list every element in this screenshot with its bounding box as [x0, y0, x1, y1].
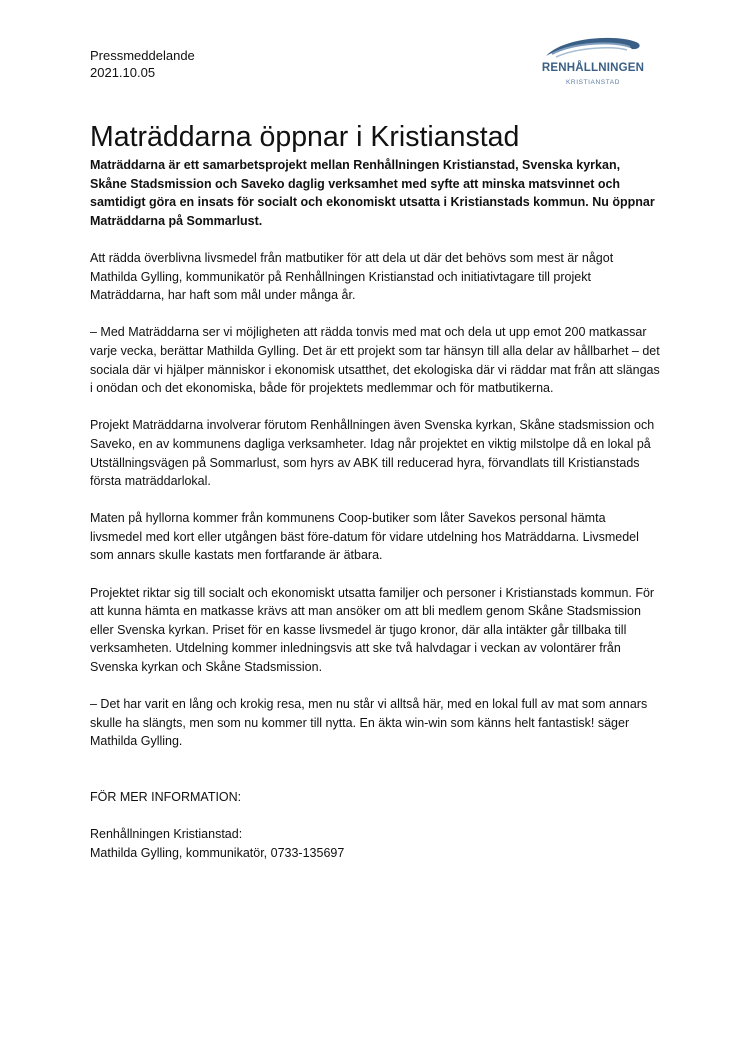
- info-heading: FÖR MER INFORMATION:: [90, 790, 242, 804]
- document-type: Pressmeddelande: [90, 48, 195, 63]
- logo-subtitle: KRISTIANSTAD: [565, 79, 621, 86]
- renhallningen-logo: [534, 34, 652, 90]
- release-date: 2021.10.05: [90, 65, 156, 80]
- article-title: Maträddarna öppnar i Kristianstad: [90, 121, 520, 153]
- body-paragraph: – Med Maträddarna ser vi möjligheten att rädda tonvis med mat och dela ut upp emot 200 matkassar varje vecka, berättar Mathilda Gylling. Det är ett projekt som tar hänsyn till alla delar av hållbarhet – det sociala där vi hjälper människor i ekonomisk utsatthet, det ekologiska där vi räddar mat från att slängas i onödan och det ekonomiska, både för projektets medlemmar och för matbutikerna.: [90, 325, 660, 396]
- contact-block: [90, 825, 660, 862]
- lead-paragraph: Maträddarna är ett samarbetsprojekt mellan Renhållningen Kristianstad, Svenska kyrkan, Skåne Stadsmission och Saveko daglig verksamhet med syfte att minska matsvinnet och samtidigt göra en insats för socialt och ekonomiskt utsatta i Kristianstads kommun. Nu öppnar Maträddarna på Sommarlust.: [90, 158, 655, 228]
- swoosh-logo-icon: [534, 34, 652, 62]
- body-paragraph: Projektet riktar sig till socialt och ekonomiskt utsatta familjer och personer i Kristianstads kommun. För att kunna hämta en matkasse krävs att man ansöker om att bli medlem genom Skåne Stadsmission eller Svenska kyrkan. Priset för en kasse livsmedel är tjugo kronor, där alla intäkter går tillbaka till verksamheten. Utdelning kommer inledningsvis att ske två halvdagar i veckan av volontärer från Svenska kyrkan och Skåne Stadsmission.: [90, 585, 655, 675]
- article-content: [90, 118, 660, 862]
- logo-wordmark: RENHÅLLNINGEN: [541, 62, 645, 74]
- body-paragraph: Maten på hyllorna kommer från kommunens Coop-butiker som låter Savekos personal hämta livsmedel med kort eller utgången bäst före-datum för vidare utdelning hos Maträddarna. Livsmedel som annars skulle kastats men fortfarande är ätbara.: [90, 511, 639, 563]
- body-paragraph: Projekt Maträddarna involverar förutom Renhållningen även Svenska kyrkan, Skåne stadsmission och Saveko, en av kommunens dagliga verksamheter. Idag når projektet en viktig milstolpe då en lokal på Utställningsvägen på Sommarlust, som hyrs av ABK till reducerad hyra, förvandlats till Kristianstads första maträddarlokal.: [90, 418, 655, 489]
- contact-person: Mathilda Gylling, kommunikatör, 0733-135697: [90, 845, 345, 860]
- header-meta: [90, 47, 195, 81]
- body-paragraph: Att rädda överblivna livsmedel från matbutiker för att dela ut där det behövs som mest är något Mathilda Gylling, kommunikatör på Renhållningen Kristianstad och initiativtagare till projekt Maträddarna, har haft som mål under många år.: [90, 250, 614, 303]
- body-paragraph: – Det har varit en lång och krokig resa, men nu står vi alltså här, med en lokal full av mat som annars skulle ha slängts, men som nu kommer till nytta. En äkta win-win som känns helt fantastisk! säger Mathilda Gylling.: [90, 697, 648, 749]
- contact-organization: Renhållningen Kristianstad:: [90, 827, 243, 842]
